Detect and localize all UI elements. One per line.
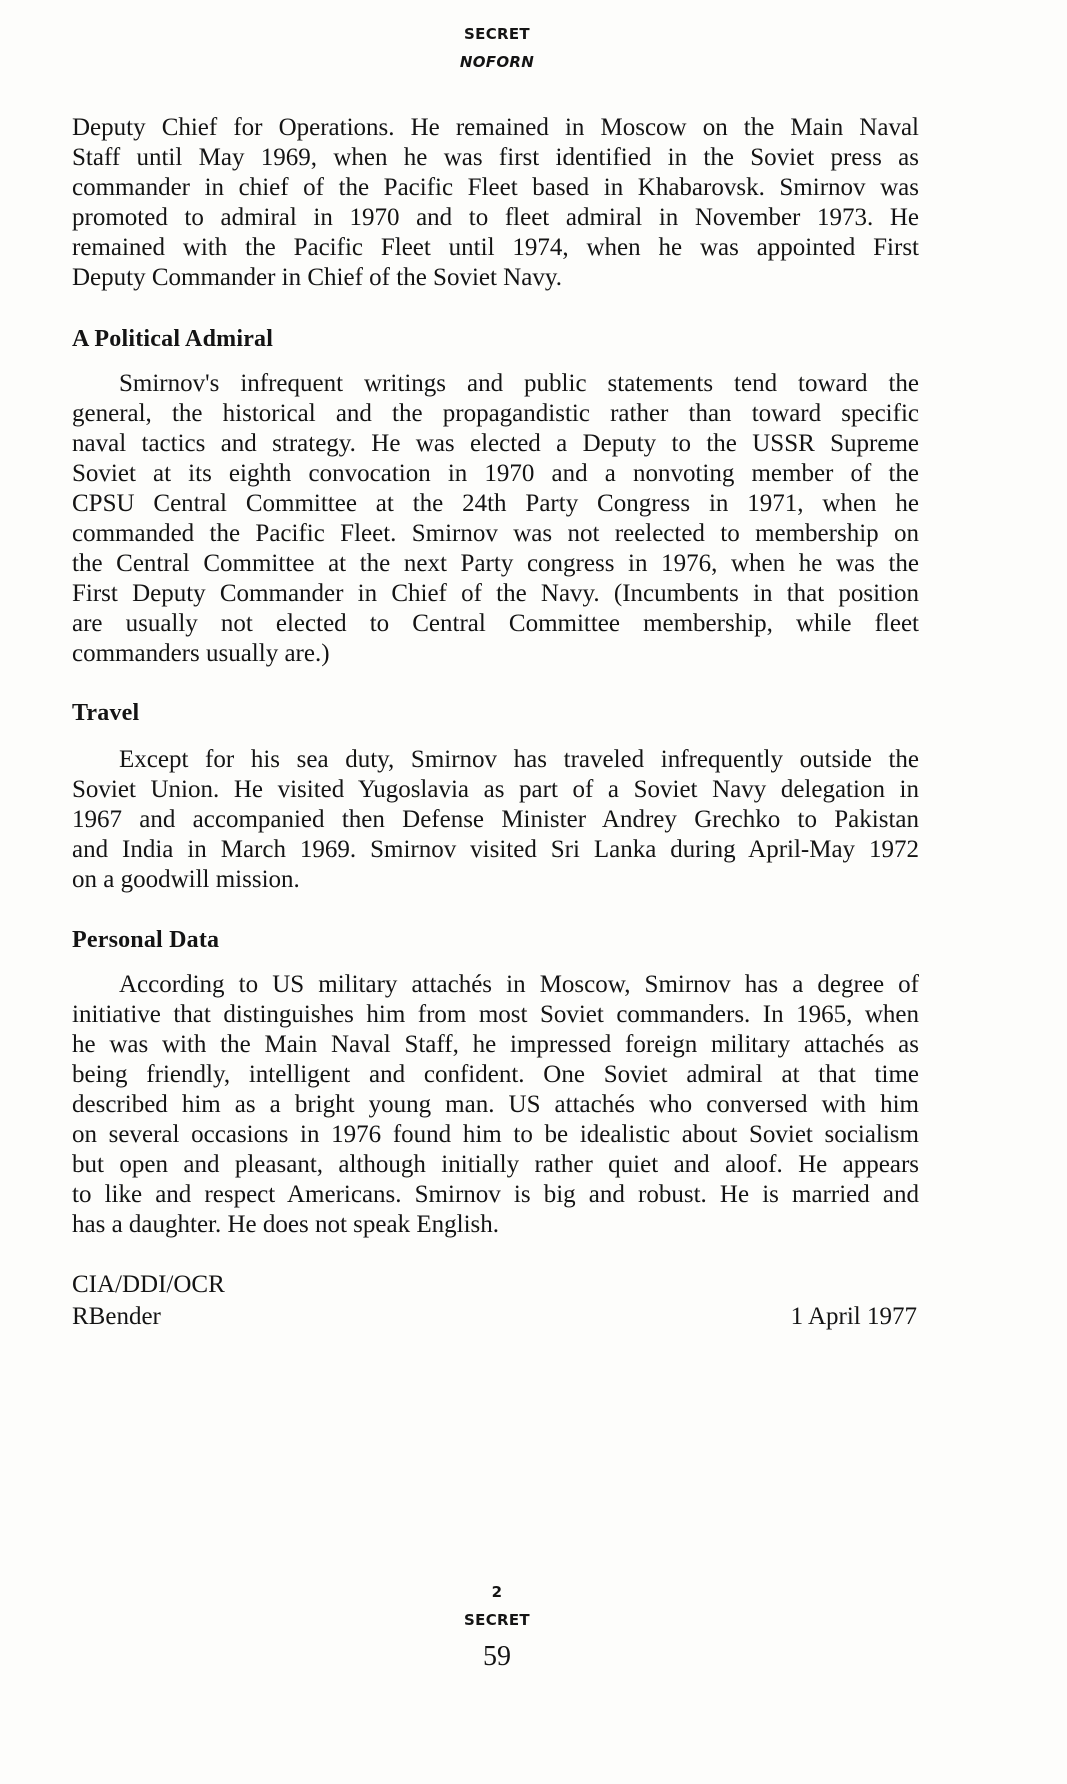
text-line: commanders usually are.) <box>72 640 330 667</box>
text-line: Soviet Union. He visited Yugoslavia as part of a Soviet Navy delegation in <box>72 776 919 803</box>
signature-row <box>72 1302 917 1332</box>
section-heading-travel: Travel <box>72 700 140 726</box>
text-line: CPSU Central Committee at the 24th Party Congress in 1971, when he <box>72 490 919 517</box>
text-line: According to US military attachés in Moscow, Smirnov has a degree of <box>119 971 919 998</box>
text-line: being friendly, intelligent and confident. One Soviet admiral at that time <box>72 1061 919 1088</box>
section-paragraph-personal-data <box>72 970 919 1240</box>
text-line: commanded the Pacific Fleet. Smirnov was not reelected to membership on <box>72 520 919 547</box>
section-paragraph-political-admiral <box>72 369 919 669</box>
page-number: 2 <box>491 1583 503 1601</box>
text-line: Staff until May 1969, when he was first identified in the Soviet press as <box>72 144 919 171</box>
text-line: Deputy Chief for Operations. He remained in Moscow on the Main Naval <box>72 114 919 141</box>
text-line: Smirnov's infrequent writings and public statements tend toward the <box>119 370 919 397</box>
text-line: remained with the Pacific Fleet until 1974, when he was appointed First <box>72 234 919 261</box>
text-line: commander in chief of the Pacific Fleet based in Khabarovsk. Smirnov was <box>72 174 919 201</box>
text-line: but open and pleasant, although initially rather quiet and aloof. He appears <box>72 1151 919 1178</box>
text-line: Deputy Commander in Chief of the Soviet Navy. <box>72 264 562 291</box>
text-line: Except for his sea duty, Smirnov has traveled infrequently outside the <box>119 746 919 773</box>
text-line: First Deputy Commander in Chief of the Navy. (Incumbents in that position <box>72 580 919 607</box>
text-line: 1967 and accompanied then Defense Minister Andrey Grechko to Pakistan <box>72 806 919 833</box>
text-line: to like and respect Americans. Smirnov is big and robust. He is married and <box>72 1181 919 1208</box>
text-line: the Central Committee at the next Party congress in 1976, when he was the <box>72 550 919 577</box>
intro-paragraph <box>72 113 919 293</box>
text-line: he was with the Main Naval Staff, he impressed foreign military attachés as <box>72 1031 919 1058</box>
section-heading-personal-data: Personal Data <box>72 927 220 953</box>
text-line: on several occasions in 1976 found him to be idealistic about Soviet socialism <box>72 1121 919 1148</box>
sequence-number: 59 <box>483 1641 511 1672</box>
classification-header: SECRET <box>464 25 530 43</box>
section-heading-political-admiral: A Political Admiral <box>72 326 274 352</box>
dissemination-marking: NOFORN <box>459 53 535 71</box>
text-line: initiative that distinguishes him from most Soviet commanders. In 1965, when <box>72 1001 919 1028</box>
text-line: promoted to admiral in 1970 and to fleet admiral in November 1973. He <box>72 204 919 231</box>
document-date: 1 April 1977 <box>790 1303 917 1330</box>
classification-footer: SECRET <box>464 1611 530 1629</box>
author-name: RBender <box>72 1303 161 1330</box>
text-line: are usually not elected to Central Committee membership, while fleet <box>72 610 919 637</box>
text-line: naval tactics and strategy. He was elected a Deputy to the USSR Supreme <box>72 430 919 457</box>
text-line: has a daughter. He does not speak English. <box>72 1211 499 1238</box>
text-line: and India in March 1969. Smirnov visited Sri Lanka during April-May 1972 <box>72 836 919 863</box>
text-line: described him as a bright young man. US attachés who conversed with him <box>72 1091 919 1118</box>
text-line: on a goodwill mission. <box>72 866 300 893</box>
originating-office: CIA/DDI/OCR <box>72 1271 225 1298</box>
text-line: general, the historical and the propagandistic rather than toward specific <box>72 400 919 427</box>
section-paragraph-travel <box>72 745 919 895</box>
text-line: Soviet at its eighth convocation in 1970 and a nonvoting member of the <box>72 460 919 487</box>
